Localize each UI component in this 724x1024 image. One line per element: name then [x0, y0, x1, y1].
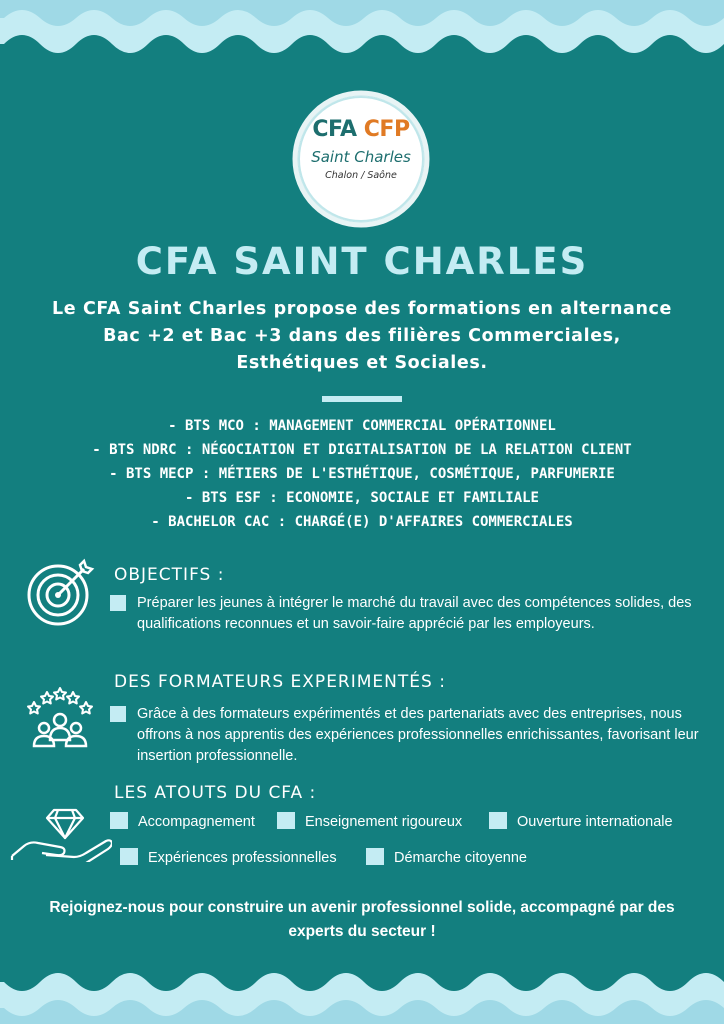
- course-item: - BACHELOR CAC : CHARGÉ(E) D'AFFAIRES COMMERCIALES: [151, 514, 573, 530]
- objectifs-text: Préparer les jeunes à intégrer le marché du travail avec des compétences solides, des qualifications reconnues et un savoir-faire apprécié par les employeurs.: [137, 595, 692, 632]
- atout-item: [110, 812, 255, 832]
- atout-item: [120, 848, 337, 868]
- atout-item: [489, 812, 673, 832]
- logo-cfa-text: CFA: [312, 117, 357, 142]
- bullet-square: [110, 595, 126, 611]
- logo-city: Chalon / Saône: [325, 170, 397, 181]
- course-list: [0, 414, 724, 534]
- course-item: - BTS NDRC : NÉGOCIATION ET DIGITALISATION DE LA RELATION CLIENT: [92, 442, 632, 458]
- atout-label: Enseignement rigoureux: [305, 814, 463, 830]
- bottom-wave-border: [0, 964, 724, 1024]
- bullet-square: [110, 706, 126, 722]
- course-item: - BTS ESF : ECONOMIE, SOCIALE ET FAMILIALE: [184, 490, 539, 506]
- objectifs-paragraph: [110, 593, 700, 635]
- formateurs-text: Grâce à des formateurs expérimentés et des partenariats avec des entreprises, nous offrons à nos apprentis des expériences professionnelles enrichissantes, favorisant leur insertion professionnelle.: [137, 706, 699, 764]
- logo-cfp-text: CFP: [363, 117, 410, 142]
- logo-cfa-cfp: [286, 117, 436, 142]
- atout-label: Ouverture internationale: [517, 814, 673, 830]
- closing-text: Rejoignez-nous pour construire un avenir professionnel solide, accompagné par des experts du secteur !: [49, 899, 675, 940]
- objectifs-title: OBJECTIFS :: [114, 565, 225, 585]
- divider: [322, 396, 402, 402]
- formateurs-title: DES FORMATEURS EXPERIMENTÉS :: [114, 672, 446, 692]
- diamond-hand-icon: [8, 806, 112, 862]
- team-stars-icon: [20, 684, 100, 754]
- atout-label: Accompagnement: [138, 814, 255, 830]
- intro-text: Le CFA Saint Charles propose des formations en alternance Bac +2 et Bac +3 dans des filières Commerciales, Esthétiques et Sociales.: [52, 299, 672, 373]
- atout-label: Expériences professionnelles: [148, 850, 337, 866]
- page-title: CFA SAINT CHARLES: [135, 240, 589, 283]
- formateurs-paragraph: [110, 704, 700, 767]
- course-item: - BTS MECP : MÉTIERS DE L'ESTHÉTIQUE, COSMÉTIQUE, PARFUMERIE: [109, 466, 615, 482]
- top-wave-border: [0, 0, 724, 60]
- bullet-square: [277, 812, 295, 829]
- atouts-title: LES ATOUTS DU CFA :: [114, 783, 317, 803]
- bullet-square: [110, 812, 128, 829]
- atout-item: [366, 848, 527, 868]
- atout-label: Démarche citoyenne: [394, 850, 527, 866]
- logo-saint-charles: Saint Charles: [311, 148, 411, 166]
- bullet-square: [489, 812, 507, 829]
- course-item: - BTS MCO : MANAGEMENT COMMERCIAL OPÉRATIONNEL: [168, 418, 556, 434]
- target-icon: [24, 557, 96, 629]
- atout-item: [277, 812, 462, 832]
- bullet-square: [120, 848, 138, 865]
- bullet-square: [366, 848, 384, 865]
- cfa-logo: [286, 84, 436, 234]
